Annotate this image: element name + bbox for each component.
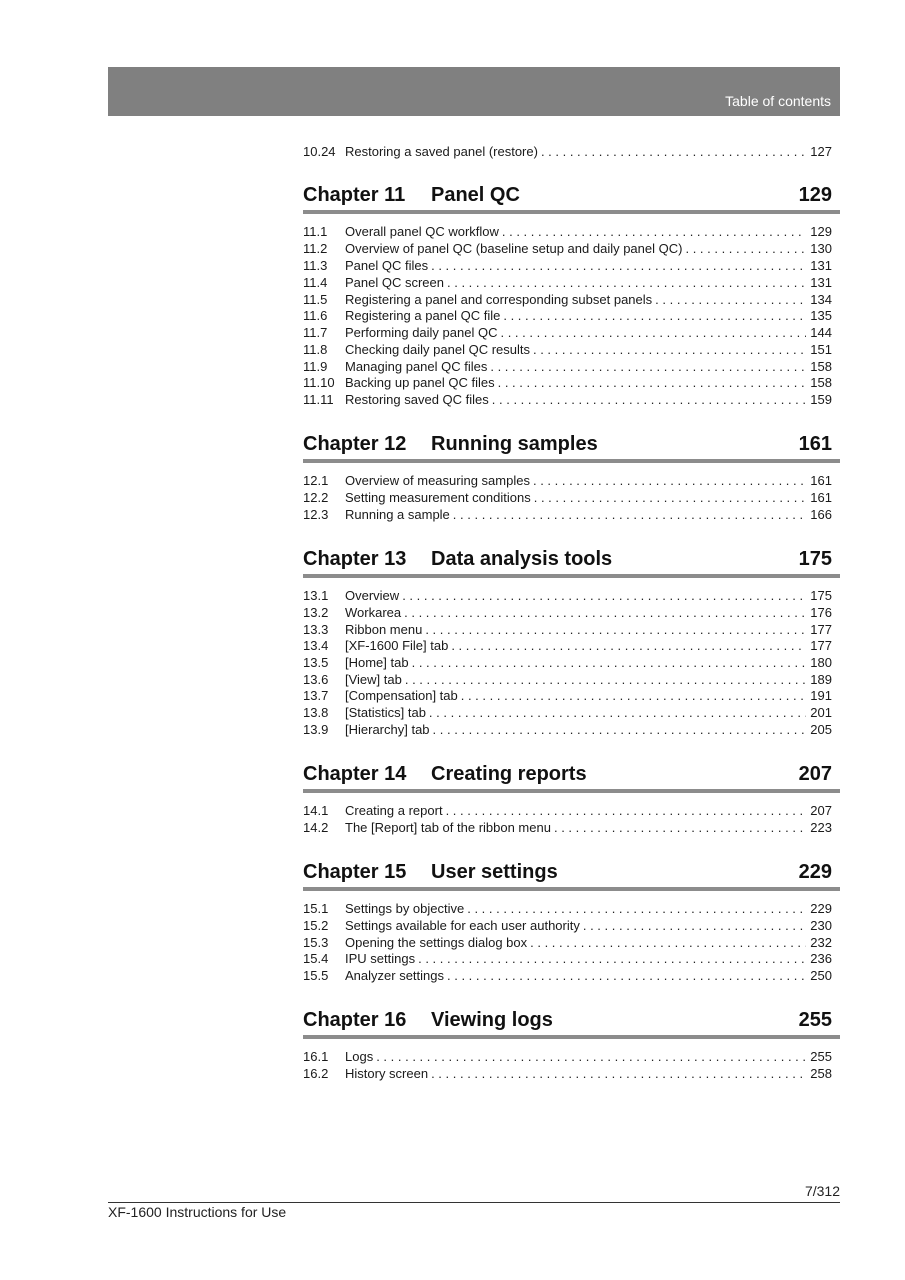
header-title: Table of contents [725, 93, 831, 109]
toc-entry[interactable] [303, 604, 832, 621]
section-number: 13.2 [303, 605, 329, 620]
chapter-heading-15[interactable] [303, 861, 840, 891]
section-title: Settings by objective [345, 901, 465, 916]
dot-leader [655, 291, 806, 308]
toc-entry[interactable] [303, 1048, 832, 1065]
dot-leader [461, 687, 807, 704]
page-number: 144 [810, 325, 832, 340]
section-title: Panel QC files [345, 258, 429, 273]
toc-entry[interactable] [303, 819, 832, 836]
page-number: 131 [810, 275, 832, 290]
section-number: 11.11 [303, 392, 334, 407]
section-title: Logs [345, 1049, 374, 1064]
chapter-label: Chapter 13 [303, 548, 407, 570]
section-number: 11.10 [303, 375, 335, 390]
section-title: Overview of panel QC (baseline setup and daily panel QC) [345, 241, 683, 256]
section-number: 14.1 [303, 803, 329, 818]
section-number: 12.2 [303, 490, 329, 505]
section-title: Creating a report [345, 803, 443, 818]
page-number: 191 [810, 688, 832, 703]
section-title: Overall panel QC workflow [345, 224, 499, 239]
toc-entry[interactable] [303, 374, 832, 391]
toc-entry[interactable] [303, 587, 832, 604]
page-number: 127 [810, 144, 832, 159]
section-number: 11.1 [303, 224, 328, 239]
page-number: 161 [810, 490, 832, 505]
section-number: 11.4 [303, 275, 328, 290]
toc-entry[interactable] [303, 917, 832, 934]
chapter-heading-16[interactable] [303, 1009, 840, 1039]
page-number: 201 [810, 705, 832, 720]
toc-entry[interactable] [303, 1065, 832, 1082]
section-title: [Compensation] tab [345, 688, 458, 703]
toc-entry[interactable] [303, 324, 832, 341]
dot-leader [533, 341, 806, 358]
toc-entry[interactable] [303, 900, 832, 917]
toc-entry[interactable] [303, 950, 832, 967]
section-title: Panel QC screen [345, 275, 444, 290]
page-number: 158 [810, 359, 832, 374]
toc-entry[interactable] [303, 341, 832, 358]
dot-leader [447, 967, 806, 984]
chapter-label: Chapter 12 [303, 433, 407, 455]
section-number: 13.8 [303, 705, 329, 720]
page-number: 177 [810, 622, 832, 637]
section-number: 13.7 [303, 688, 329, 703]
section-number: 13.5 [303, 655, 329, 670]
chapter-page: 207 [798, 763, 832, 785]
section-number: 11.2 [303, 241, 328, 256]
section-number: 14.2 [303, 820, 329, 835]
section-number: 10.24 [303, 144, 336, 159]
toc-entry[interactable] [303, 934, 832, 951]
header-band [108, 67, 840, 116]
dot-leader [402, 587, 806, 604]
dot-leader [503, 307, 806, 324]
toc-entry[interactable] [303, 671, 832, 688]
dot-leader [541, 143, 806, 160]
page-number: 135 [810, 308, 832, 323]
chapter-rule [303, 210, 840, 214]
dot-leader [467, 900, 806, 917]
page-number: 131 [810, 258, 832, 273]
chapter-title: Panel QC [431, 184, 520, 206]
section-title: [XF-1600 File] tab [345, 638, 449, 653]
dot-leader [425, 621, 806, 638]
toc-entry[interactable] [303, 704, 832, 721]
toc-entry[interactable] [303, 721, 832, 738]
page-number: 159 [810, 392, 832, 407]
dot-leader [404, 604, 806, 621]
page-number: 129 [810, 224, 832, 239]
page-number: 180 [810, 655, 832, 670]
section-title: [Statistics] tab [345, 705, 426, 720]
section-title: Managing panel QC files [345, 359, 488, 374]
section-title: Workarea [345, 605, 402, 620]
toc-entry[interactable] [303, 621, 832, 638]
section-title: [Home] tab [345, 655, 409, 670]
dot-leader [431, 1065, 806, 1082]
chapter-heading-14[interactable] [303, 763, 840, 793]
page-number: 236 [810, 951, 832, 966]
page-number: 205 [810, 722, 832, 737]
page-number: 189 [810, 672, 832, 687]
chapter-page: 129 [798, 184, 832, 206]
chapter-rule [303, 887, 840, 891]
dot-leader [685, 240, 806, 257]
section-title: IPU settings [345, 951, 416, 966]
dot-leader [583, 917, 806, 934]
section-title: Analyzer settings [345, 968, 444, 983]
chapter-heading-12[interactable] [303, 433, 840, 463]
toc-entry[interactable] [303, 489, 832, 506]
section-title: Checking daily panel QC results [345, 342, 530, 357]
section-title: Registering a panel QC file [345, 308, 501, 323]
dot-leader [490, 358, 806, 375]
section-title: Setting measurement conditions [345, 490, 531, 505]
section-number: 11.7 [303, 325, 328, 340]
section-number: 11.8 [303, 342, 328, 357]
chapter-label: Chapter 15 [303, 861, 407, 883]
toc-entry[interactable] [303, 274, 832, 291]
chapter-page: 161 [798, 433, 832, 455]
toc-entry[interactable] [303, 358, 832, 375]
section-number: 16.1 [303, 1049, 329, 1064]
section-number: 15.2 [303, 918, 329, 933]
dot-leader [412, 654, 807, 671]
section-number: 16.2 [303, 1066, 329, 1081]
dot-leader [451, 637, 806, 654]
page-number: 207 [810, 803, 832, 818]
toc-entry[interactable] [303, 307, 832, 324]
toc-entry[interactable] [303, 802, 832, 819]
section-number: 15.5 [303, 968, 329, 983]
section-title: Settings available for each user authority [345, 918, 580, 933]
footer-rule [108, 1202, 840, 1203]
section-title: [View] tab [345, 672, 402, 687]
section-title: Restoring saved QC files [345, 392, 489, 407]
section-title: Backing up panel QC files [345, 375, 495, 390]
page-number: 158 [810, 375, 832, 390]
toc-entry[interactable] [303, 391, 832, 408]
chapter-heading-13[interactable] [303, 548, 840, 578]
dot-leader [446, 802, 807, 819]
dot-leader [500, 324, 806, 341]
page-number: 176 [810, 605, 832, 620]
dot-leader [433, 721, 807, 738]
section-number: 13.6 [303, 672, 329, 687]
dot-leader [453, 506, 807, 523]
section-number: 15.4 [303, 951, 329, 966]
section-title: Performing daily panel QC [345, 325, 498, 340]
toc-entry[interactable] [303, 687, 832, 704]
toc-entry[interactable] [303, 223, 832, 240]
section-number: 15.1 [303, 901, 329, 916]
dot-leader [431, 257, 806, 274]
dot-leader [554, 819, 806, 836]
section-number: 13.4 [303, 638, 329, 653]
chapter-rule [303, 789, 840, 793]
page-number: 175 [810, 588, 832, 603]
page-number: 250 [810, 968, 832, 983]
page-number: 223 [810, 820, 832, 835]
chapter-rule [303, 1035, 840, 1039]
dot-leader [533, 472, 806, 489]
chapter-title: Creating reports [431, 763, 587, 785]
dot-leader [405, 671, 806, 688]
section-number: 11.6 [303, 308, 328, 323]
dot-leader [502, 223, 806, 240]
chapter-label: Chapter 14 [303, 763, 407, 785]
section-number: 13.9 [303, 722, 329, 737]
dot-leader [418, 950, 806, 967]
section-title: Opening the settings dialog box [345, 935, 528, 950]
chapter-page: 255 [798, 1009, 832, 1031]
page-number: 151 [810, 342, 832, 357]
page-number: 134 [810, 292, 832, 307]
chapter-title: Running samples [431, 433, 598, 455]
chapter-rule [303, 459, 840, 463]
section-number: 11.5 [303, 292, 328, 307]
toc-entry[interactable] [303, 472, 832, 489]
section-title: Overview of measuring samples [345, 473, 530, 488]
toc-entry[interactable] [303, 257, 832, 274]
section-title: Registering a panel and corresponding subset panels [345, 292, 653, 307]
page-number: 177 [810, 638, 832, 653]
section-title: [Hierarchy] tab [345, 722, 430, 737]
toc-entry[interactable] [303, 240, 832, 257]
toc-entry[interactable] [303, 654, 832, 671]
chapter-label: Chapter 16 [303, 1009, 407, 1031]
chapter-label: Chapter 11 [303, 184, 406, 206]
section-number: 12.1 [303, 473, 329, 488]
toc-entry[interactable] [303, 291, 832, 308]
page-number: 130 [810, 241, 832, 256]
dot-leader [498, 374, 807, 391]
page-number: 161 [810, 473, 832, 488]
page-indicator: 7/312 [804, 1183, 840, 1199]
page-number: 232 [810, 935, 832, 950]
section-number: 11.3 [303, 258, 328, 273]
dot-leader [534, 489, 807, 506]
section-title: Overview [345, 588, 400, 603]
dot-leader [376, 1048, 806, 1065]
toc-entry[interactable] [303, 637, 832, 654]
chapter-page: 229 [798, 861, 832, 883]
section-title: The [Report] tab of the ribbon menu [345, 820, 551, 835]
chapter-title: User settings [431, 861, 558, 883]
toc-entry[interactable] [303, 967, 832, 984]
section-number: 15.3 [303, 935, 329, 950]
section-number: 13.1 [303, 588, 329, 603]
page-number: 229 [810, 901, 832, 916]
toc-entry[interactable] [303, 506, 832, 523]
section-number: 11.9 [303, 359, 328, 374]
dot-leader [429, 704, 806, 721]
page-number: 255 [810, 1049, 832, 1064]
page-number: 258 [810, 1066, 832, 1081]
chapter-title: Data analysis tools [431, 548, 613, 570]
section-title: Running a sample [345, 507, 450, 522]
section-number: 13.3 [303, 622, 329, 637]
chapter-title: Viewing logs [431, 1009, 553, 1031]
section-title: Ribbon menu [345, 622, 423, 637]
section-number: 12.3 [303, 507, 329, 522]
chapter-heading-11[interactable] [303, 184, 840, 214]
chapter-page: 175 [798, 548, 832, 570]
section-title: Restoring a saved panel (restore) [345, 144, 538, 159]
section-title: History screen [345, 1066, 429, 1081]
document-title: XF-1600 Instructions for Use [108, 1204, 287, 1220]
chapter-rule [303, 574, 840, 578]
dot-leader [530, 934, 806, 951]
dot-leader [492, 391, 807, 408]
page-number: 166 [810, 507, 832, 522]
page-number: 230 [810, 918, 832, 933]
dot-leader [447, 274, 806, 291]
toc-entry[interactable] [303, 143, 832, 160]
